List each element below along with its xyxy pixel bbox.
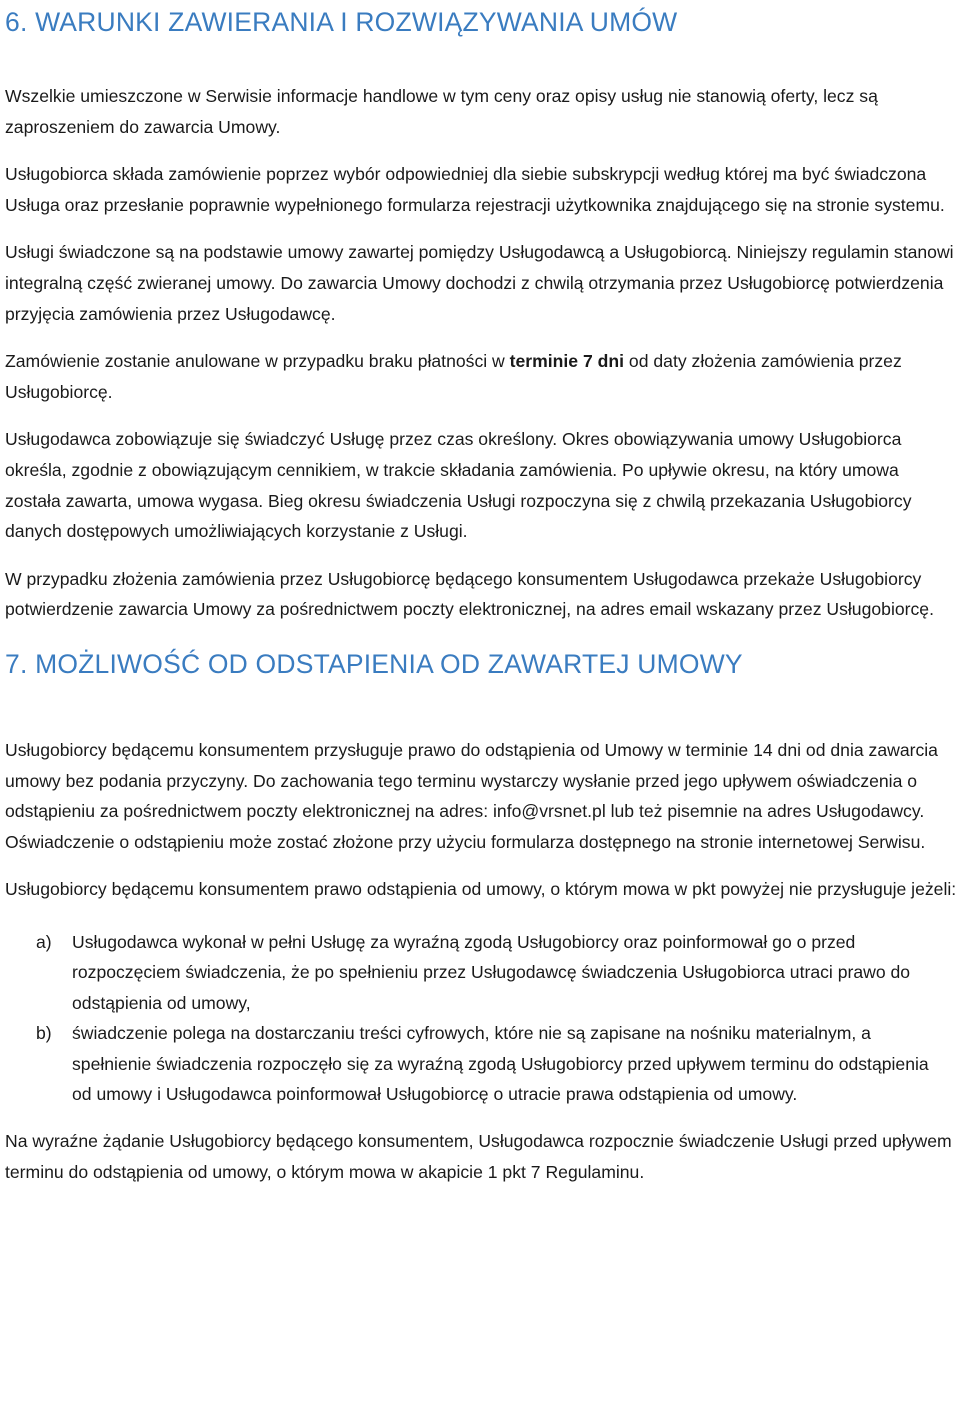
section-6-heading: 6. WARUNKI ZAWIERANIA I ROZWIĄZYWANIA UMÓW <box>5 7 678 37</box>
section-6-paragraph-4 <box>5 346 958 407</box>
section-6-paragraph-2: Usługobiorca składa zamówienie poprzez wybór odpowiedniej dla siebie subskrypcji według której ma być świadczona Usługa oraz przesłanie poprawnie wypełnionego formularza rejestracji użytkownika znajdującego się na stronie systemu. <box>5 164 945 215</box>
section-7-heading: 7. MOŻLIWOŚĆ OD ODSTAPIENIA OD ZAWARTEJ UMOWY <box>5 648 743 679</box>
section-7-paragraph-3: Na wyraźne żądanie Usługobiorcy będącego konsumentem, Usługodawca rozpocznie świadczenie Usługi przed upływem terminu do odstąpienia od umowy, o którym mowa w akapicie 1 pkt 7 Regulaminu. <box>5 1131 952 1182</box>
list-item-marker: b) <box>36 1023 52 1044</box>
section-6-paragraph-5: Usługodawca zobowiązuje się świadczyć Usługę przez czas określony. Okres obowiązywania umowy Usługobiorca określa, zgodnie z obowiązującym cennikiem, w trakcie składania zamówienia. Po upływie okresu, na który umowa została zawarta, umowa wygasa. Bieg okresu świadczenia Usługi rozpoczyna się z chwilą przekazania Usługobiorcy danych dostępowych umożliwiających korzystanie z Usługi. <box>5 429 912 542</box>
list-item-text: Usługodawca wykonał w pełni Usługę za wyraźną zgodą Usługobiorcy oraz poinformował go o przed rozpoczęciem świadczenia, że po spełnieniu przez Usługodawcę świadczenia Usługobiorca utraci prawo do odstąpienia od umowy, <box>72 931 911 1013</box>
section-7-paragraph-1: Usługobiorcy będącemu konsumentem przysługuje prawo do odstąpienia od Umowy w terminie 14 dni od dnia zawarcia umowy bez podania przyczyny. Do zachowania tego terminu wystarczy wysłanie przed jego upływem oświadczenia o odstąpieniu za pośrednictwem poczty elektronicznej na adres: info@vrsnet.pl lub też pisemnie na adres Usługodawcy. Oświadczenie o odstąpieniu może zostać złożone przy użyciu formularza dostępnego na stronie internetowej Serwisu. <box>5 739 938 852</box>
section-6-paragraph-6: W przypadku złożenia zamówienia przez Usługobiorcę będącego konsumentem Usługodawca przekaże Usługobiorcy potwierdzenie zawarcia Umowy za pośrednictwem poczty elektronicznej, na adres email wskazany przez Usługobiorcę. <box>5 568 934 620</box>
list-item-text: świadczenie polega na dostarczaniu treści cyfrowych, które nie są zapisane na nośniku materialnym, a spełnienie świadczenia rozpoczęło się za wyraźną zgodą Usługobiorcy przed upływem terminu do odstąpienia od umowy i Usługodawca poinformował Usługobiorcę o utracie prawa odstąpienia od umowy. <box>72 1023 929 1104</box>
section-7-paragraph-2: Usługobiorcy będącemu konsumentem prawo odstąpienia od umowy, o którym mowa w pkt powyżej nie przysługuje jeżeli: <box>5 879 957 900</box>
exceptions-list <box>5 927 958 1109</box>
section-6-paragraph-1: Wszelkie umieszczone w Serwisie informacje handlowe w tym ceny oraz opisy usług nie stanowią oferty, lecz są zaproszeniem do zawarcia Umowy. <box>5 86 878 137</box>
payment-deadline-emphasis: terminie 7 dni <box>509 351 625 372</box>
paragraph-4-text-before: Zamówienie zostanie anulowane w przypadku braku płatności w <box>5 351 510 372</box>
list-item-marker: a) <box>36 931 52 952</box>
list-item <box>5 927 958 1018</box>
list-item <box>5 1018 958 1109</box>
paragraph-4-text-after: od daty złożenia zamówienia przez Usługobiorcę. <box>5 351 902 402</box>
section-6-paragraph-3: Usługi świadczone są na podstawie umowy zawartej pomiędzy Usługodawcą a Usługobiorcą. Niniejszy regulamin stanowi integralną część zwieranej umowy. Do zawarcia Umowy dochodzi z chwilą otrzymania przez Usługobiorcę potwierdzenia przyjęcia zamówienia przez Usługodawcę. <box>5 242 954 324</box>
